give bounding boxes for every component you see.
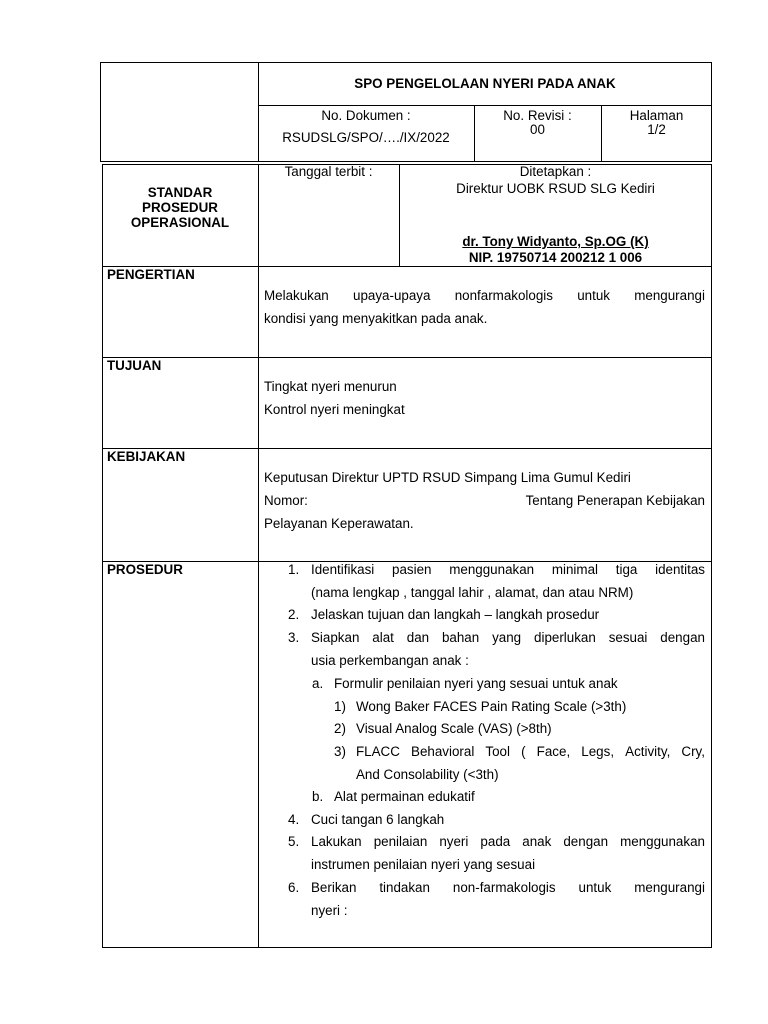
word: anak — [522, 834, 552, 849]
approved-label: Ditetapkan : — [519, 164, 592, 179]
header-divider-title — [258, 105, 712, 106]
word: ( — [521, 744, 526, 759]
doc-number-label: No. Dokumen : — [321, 108, 411, 123]
kebijakan-label: KEBIJAKAN — [107, 449, 186, 464]
document-title: SPO PENGELOLAAN NYERI PADA ANAK — [354, 76, 616, 91]
word: Activity, — [625, 744, 671, 759]
word: Legs, — [581, 744, 615, 759]
issue-date-label: Tanggal terbit : — [284, 164, 373, 179]
prosedur-sub-b-text: Alat permainan edukatif — [334, 789, 475, 804]
word: nyeri — [439, 834, 469, 849]
signatory-name: dr. Tony Widyanto, Sp.OG (K) — [462, 234, 649, 249]
word: pasien — [392, 562, 432, 577]
word: dengan — [660, 630, 705, 645]
kebijakan-line1: Keputusan Direktur UPTD RSUD Simpang Lima Gumul Kediri — [264, 470, 631, 485]
word: identitas — [655, 562, 705, 577]
spo-label-line1: STANDAR — [147, 185, 213, 200]
kebijakan-nomor: Nomor: — [264, 493, 308, 508]
revision-value: 00 — [530, 122, 545, 137]
word: non-farmakologis — [452, 880, 556, 895]
word: Berikan — [311, 880, 357, 895]
prosedur-item-6-line2: nyeri : — [311, 903, 348, 918]
signatory-nip: NIP. 19750714 200212 1 006 — [468, 250, 643, 265]
page-label: Halaman — [629, 108, 684, 123]
prosedur-item-3-line2: usia perkembangan anak : — [311, 653, 469, 668]
prosedur-item-1-num: 1. — [288, 562, 300, 577]
page-value: 1/2 — [647, 122, 666, 137]
prosedur-item-5-num: 5. — [288, 834, 300, 849]
word: Behavioral — [411, 744, 475, 759]
word: FLACC — [356, 744, 400, 759]
prosedur-item-3-num: 3. — [288, 630, 300, 645]
prosedur-item-2-num: 2. — [288, 607, 300, 622]
prosedur-item-1-line1 — [311, 559, 705, 582]
approved-by: Direktur UOBK RSUD SLG Kediri — [456, 181, 655, 196]
word: untuk — [577, 288, 610, 303]
doc-number-value: RSUDSLG/SPO/…./IX/2022 — [282, 130, 450, 145]
word: minimal — [551, 562, 598, 577]
tujuan-label: TUJUAN — [107, 358, 162, 373]
prosedur-item-5-line2: instrumen penilaian nyeri yang sesuai — [311, 857, 536, 872]
word: pada — [480, 834, 511, 849]
prosedur-sub-a-num: a. — [312, 676, 324, 691]
tujuan-line2: Kontrol nyeri meningkat — [264, 402, 405, 417]
prosedur-item-3-line1 — [311, 627, 705, 650]
word: bahan — [441, 630, 480, 645]
word: Cry, — [681, 744, 705, 759]
row-divider-2 — [102, 357, 712, 358]
revision-label: No. Revisi : — [503, 108, 572, 123]
prosedur-item-4-line1: Cuci tangan 6 langkah — [311, 812, 445, 827]
prosedur-sub-a1-num: 1) — [334, 699, 346, 714]
word: tindakan — [379, 880, 430, 895]
word: Lakukan — [311, 834, 362, 849]
prosedur-item-2-line1: Jelaskan tujuan dan langkah – langkah prosedur — [311, 607, 600, 622]
word: penilaian — [373, 834, 428, 849]
prosedur-item-6-num: 6. — [288, 880, 300, 895]
word: upaya-upaya — [353, 288, 431, 303]
tujuan-line1: Tingkat nyeri menurun — [264, 379, 397, 394]
word: mengurangi — [634, 880, 705, 895]
word: Tool — [485, 744, 510, 759]
word: nonfarmakologis — [454, 288, 553, 303]
word: dan — [406, 630, 430, 645]
word: dengan — [563, 834, 609, 849]
prosedur-sub-a2-num: 2) — [334, 721, 346, 736]
word: Identifikasi — [311, 562, 375, 577]
word: Siapkan — [311, 630, 360, 645]
word: tiga — [615, 562, 638, 577]
prosedur-sub-b-num: b. — [312, 789, 324, 804]
word: mengurangi — [634, 288, 705, 303]
spo-label-line3: OPERASIONAL — [130, 215, 230, 230]
prosedur-sub-a1-text: Wong Baker FACES Pain Rating Scale (>3th) — [356, 699, 627, 714]
spo-label-line2: PROSEDUR — [142, 200, 218, 215]
pengertian-label: PENGERTIAN — [107, 267, 195, 282]
row-divider-3 — [102, 448, 712, 449]
pengertian-line1 — [264, 285, 705, 308]
pengertian-line2: kondisi yang menyakitkan pada anak. — [264, 311, 488, 326]
word: menggunakan — [449, 562, 535, 577]
prosedur-sub-a-text: Formulir penilaian nyeri yang sesuai untuk anak — [334, 676, 618, 691]
word: diperlukan — [534, 630, 596, 645]
prosedur-sub-a2-text: Visual Analog Scale (VAS) (>8th) — [356, 721, 552, 736]
prosedur-item-4-num: 4. — [288, 812, 300, 827]
kebijakan-line3: Pelayanan Keperawatan. — [264, 516, 414, 531]
word: sesuai — [608, 630, 648, 645]
prosedur-sub-a3-line1 — [356, 741, 705, 764]
word: yang — [492, 630, 522, 645]
prosedur-label: PROSEDUR — [107, 562, 183, 577]
prosedur-item-5-line1 — [311, 831, 705, 854]
word: Melakukan — [264, 288, 329, 303]
main-column-divider — [258, 164, 259, 948]
prosedur-item-6-line1 — [311, 877, 705, 900]
prosedur-sub-a3-line2: And Consolability (<3th) — [356, 767, 499, 782]
kebijakan-tentang: Tentang Penerapan Kebijakan — [525, 493, 705, 508]
word: alat — [372, 630, 394, 645]
word: untuk — [578, 880, 612, 895]
word: Face, — [536, 744, 571, 759]
prosedur-item-1-line2: (nama lengkap , tanggal lahir , alamat, dan atau NRM) — [311, 585, 634, 600]
word: menggunakan — [620, 834, 705, 849]
kebijakan-line2 — [264, 490, 705, 513]
prosedur-sub-a3-num: 3) — [334, 744, 346, 759]
